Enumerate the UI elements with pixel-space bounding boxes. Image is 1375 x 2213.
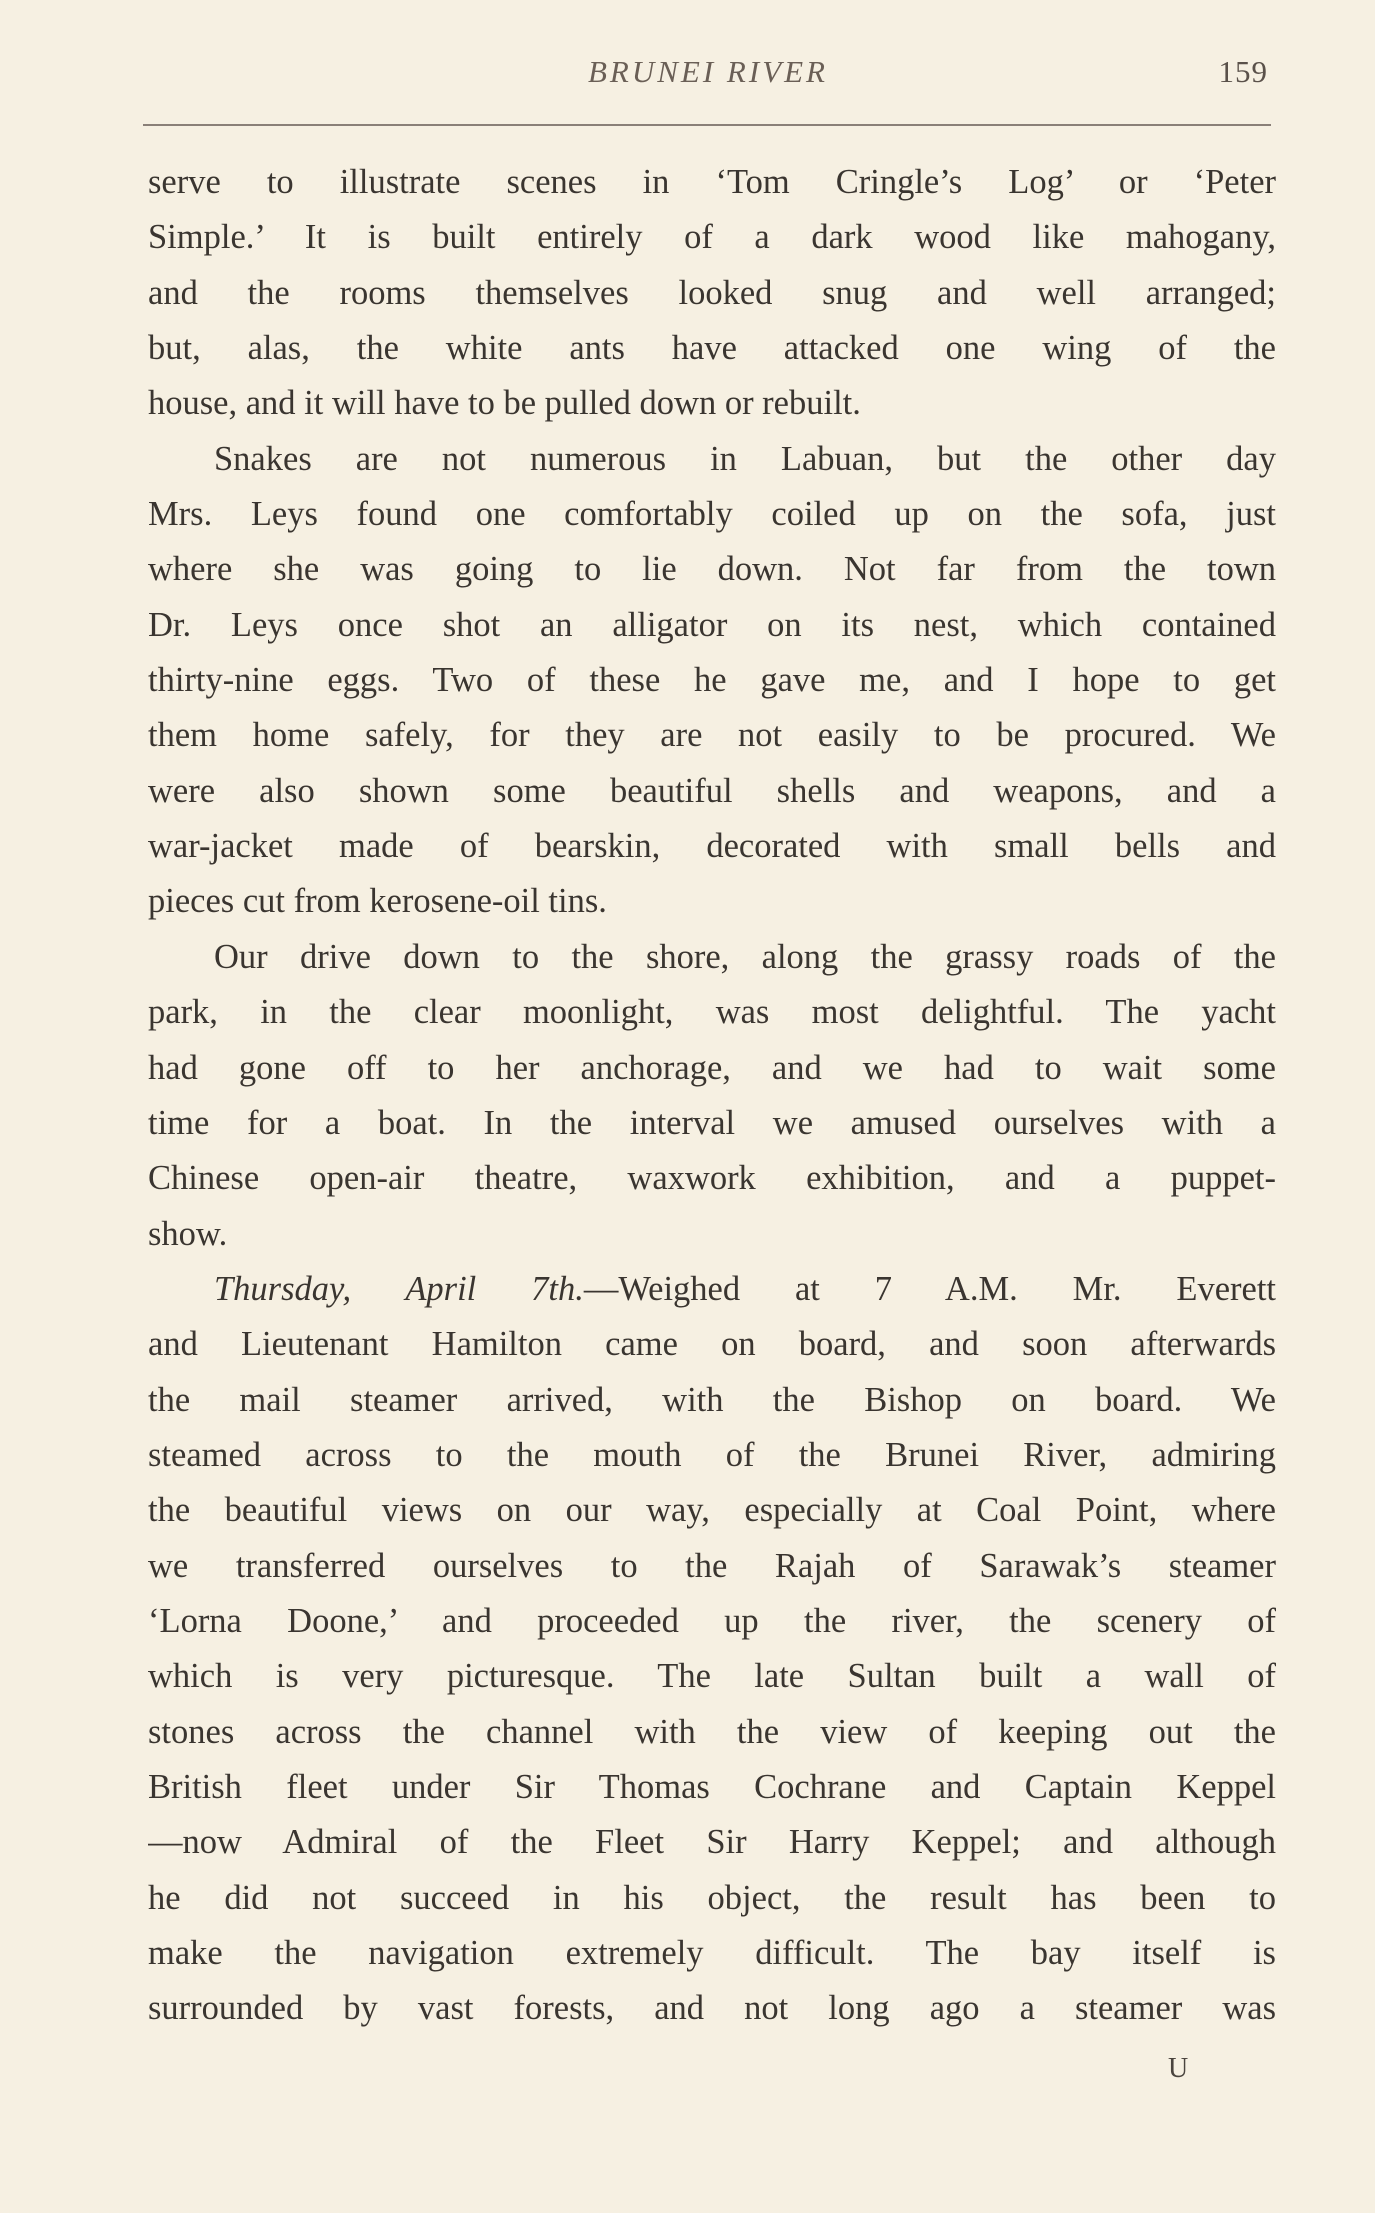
text-line: surrounded by vast forests, and not long ago a steamer was: [148, 1989, 1276, 2028]
text-line: which is very picturesque. The late Sultan built a wall of: [148, 1657, 1276, 1696]
text-line: and the rooms themselves looked snug and well arranged;: [148, 273, 1276, 312]
text-line: Chinese open-air theatre, waxwork exhibition, and a puppet-: [148, 1159, 1276, 1198]
text-line: we transferred ourselves to the Rajah of Sarawak’s steamer: [148, 1546, 1276, 1585]
text-line: make the navigation extremely difficult. The bay itself is: [148, 1934, 1276, 1972]
text-line: time for a boat. In the interval we amused ourselves with a: [148, 1103, 1276, 1142]
text-line-rest: —Weighed at 7 A.M. Mr. Everett: [583, 1269, 1276, 1308]
text-line: —now Admiral of the Fleet Sir Harry Keppel; and although: [148, 1823, 1276, 1862]
text-line: Simple.’ It is built entirely of a dark wood like mahogany,: [148, 218, 1276, 257]
body-text: [148, 155, 1276, 2037]
header-rule: [143, 124, 1271, 126]
page-header: [148, 54, 1268, 104]
text-line: he did not succeed in his object, the result has been to: [148, 1878, 1276, 1917]
signature-mark: U: [1168, 2053, 1189, 2084]
text-line: were also shown some beautiful shells and weapons, and a: [148, 771, 1276, 810]
text-line: where she was going to lie down. Not far from the town: [148, 550, 1276, 589]
dateline-line: [148, 1262, 1276, 1317]
text-line: but, alas, the white ants have attacked one wing of the: [148, 329, 1276, 368]
text-line: war-jacket made of bearskin, decorated with small bells and: [148, 827, 1276, 866]
text-line: and Lieutenant Hamilton came on board, and soon afterwards: [148, 1325, 1276, 1364]
text-line: British fleet under Sir Thomas Cochrane and Captain Keppel: [148, 1767, 1276, 1806]
text-line: Snakes are not numerous in Labuan, but the other day: [214, 439, 1276, 478]
text-line: ‘Lorna Doone,’ and proceeded up the river, the scenery of: [148, 1601, 1276, 1640]
text-line: the mail steamer arrived, with the Bishop on board. We: [148, 1380, 1276, 1419]
text-line: had gone off to her anchorage, and we had to wait some: [148, 1048, 1276, 1087]
running-head: BRUNEI RIVER: [587, 54, 828, 89]
page-number: 159: [1218, 54, 1268, 89]
text-line: park, in the clear moonlight, was most delightful. The yacht: [148, 993, 1276, 1032]
text-line: them home safely, for they are not easily to be procured. We: [148, 716, 1276, 755]
text-line: the beautiful views on our way, especially at Coal Point, where: [148, 1491, 1276, 1530]
text-line: Our drive down to the shore, along the grassy roads of the: [214, 937, 1276, 976]
text-line: Dr. Leys once shot an alligator on its nest, which contained: [148, 605, 1276, 644]
text-line: show.: [148, 1214, 228, 1253]
text-line: serve to illustrate scenes in ‘Tom Cringle’s Log’ or ‘Peter: [148, 163, 1276, 201]
text-line: thirty-nine eggs. Two of these he gave me, and I hope to get: [148, 661, 1276, 700]
text-line: steamed across to the mouth of the Brunei River, admiring: [148, 1435, 1276, 1474]
text-line: Mrs. Leys found one comfortably coiled up on the sofa, just: [148, 495, 1276, 534]
text-line: house, and it will have to be pulled down or rebuilt.: [148, 384, 861, 423]
text-line: pieces cut from kerosene-oil tins.: [148, 882, 607, 921]
text-line: stones across the channel with the view of keeping out the: [148, 1712, 1276, 1751]
dateline: Thursday, April 7th.: [214, 1269, 584, 1308]
